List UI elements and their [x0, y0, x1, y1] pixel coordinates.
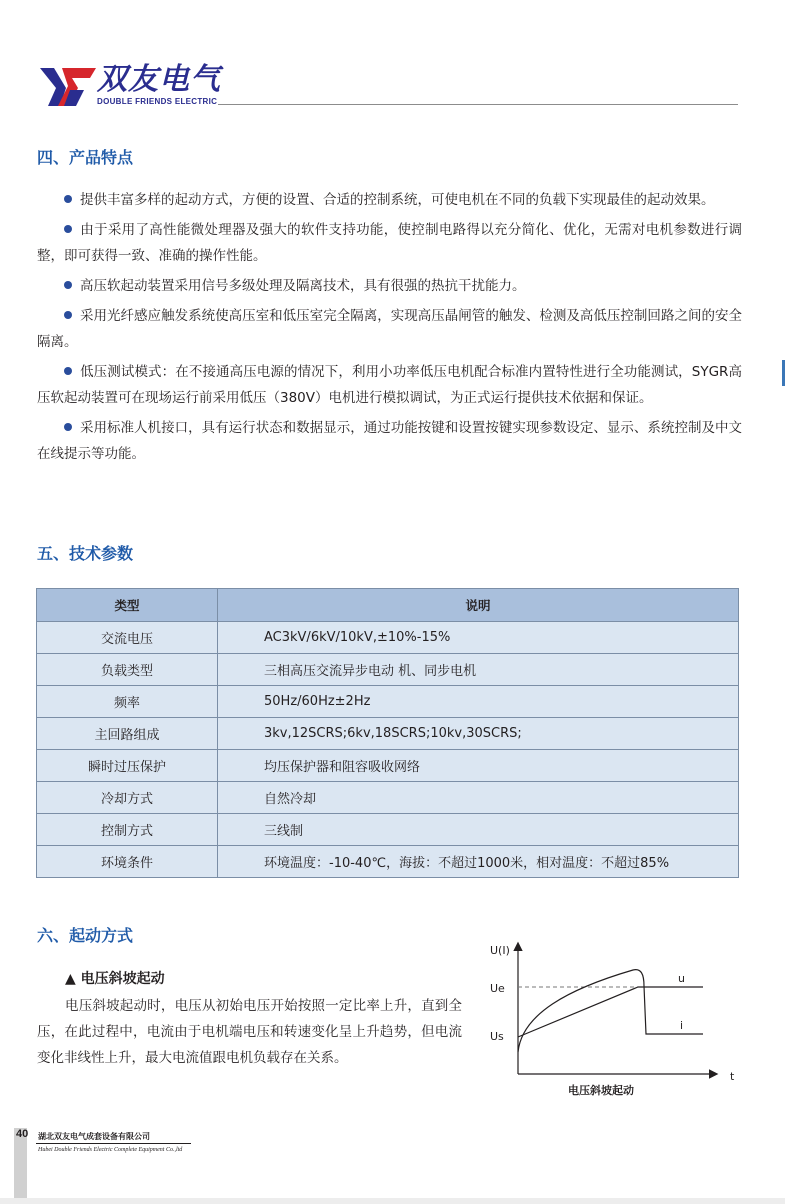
footer-company-cn: 湖北双友电气成套设备有限公司 — [38, 1132, 150, 1141]
feature-text: 由于采用了高性能微处理器及强大的软件支持功能，使控制电路得以充分简化、优化，无需对电机参数进行调整，即可获得一致、准确的操作性能。 — [37, 222, 742, 264]
table-row — [37, 846, 739, 878]
spec-description-cell: AC3kV/6kV/10kV,±10%-15% — [218, 622, 739, 654]
footer-company-en: Hubei Double Friends Electric Complete Equipment Co.,ltd — [38, 1147, 183, 1153]
logo-chinese-name: 双友电气 — [97, 62, 221, 97]
feature-item — [37, 359, 742, 411]
feature-item — [37, 187, 742, 213]
bottom-strip — [0, 1198, 785, 1204]
table-row — [37, 814, 739, 846]
spec-type-cell: 环境条件 — [37, 846, 218, 878]
bullet-icon — [64, 281, 72, 289]
u-curve-label: u — [678, 972, 685, 985]
column-header-description: 说明 — [218, 589, 739, 622]
feature-text: 采用光纤感应触发系统使高压室和低压室完全隔离，实现高压晶闸管的触发、检测及高低压控制回路之间的安全隔离。 — [37, 308, 742, 350]
voltage-ramp-diagram — [478, 934, 748, 1104]
bullet-icon — [64, 311, 72, 319]
spec-type-cell: 交流电压 — [37, 622, 218, 654]
spec-description-cell: 50Hz/60Hz±2Hz — [218, 686, 739, 718]
table-row — [37, 750, 739, 782]
feature-item — [37, 217, 742, 269]
us-label: Us — [490, 1030, 504, 1043]
bullet-icon — [64, 195, 72, 203]
spec-type-cell: 负载类型 — [37, 654, 218, 686]
spec-type-cell: 频率 — [37, 686, 218, 718]
footer-divider — [36, 1143, 191, 1144]
feature-text: 提供丰富多样的起动方式，方便的设置、合适的控制系统，可使电机在不同的负载下实现最佳的起动效果。 — [80, 192, 715, 208]
table-row — [37, 622, 739, 654]
current-curve — [518, 970, 703, 1052]
bullet-icon — [64, 423, 72, 431]
feature-text: 高压软起动装置采用信号多级处理及隔离技术，具有很强的热抗干扰能力。 — [80, 278, 526, 294]
spec-type-cell: 控制方式 — [37, 814, 218, 846]
feature-item — [37, 273, 742, 299]
features-heading: 四、产品特点 — [37, 148, 134, 167]
spec-description-cell: 三线制 — [218, 814, 739, 846]
spec-type-cell: 瞬时过压保护 — [37, 750, 218, 782]
table-row — [37, 782, 739, 814]
company-logo-icon — [40, 66, 96, 108]
features-list — [37, 187, 742, 471]
voltage-curve — [518, 987, 703, 1037]
feature-item — [37, 303, 742, 355]
spec-description-cell: 均压保护器和阻容吸收网络 — [218, 750, 739, 782]
y-axis-label: U(I) — [490, 944, 510, 957]
table-row — [37, 718, 739, 750]
column-header-type: 类型 — [37, 589, 218, 622]
feature-text: 低压测试模式：在不接通高压电源的情况下，利用小功率低压电机配合标准内置特性进行全功能测试，SYGR高压软起动装置可在现场运行前采用低压（380V）电机进行模拟调试，为正式运行提供技术依据和保证。 — [37, 364, 742, 406]
spec-description-cell: 3kv,12SCRS;6kv,18SCRS;10kv,30SCRS; — [218, 718, 739, 750]
x-axis-label: t — [730, 1070, 735, 1083]
feature-item — [37, 415, 742, 467]
logo-english-name: DOUBLE FRIENDS ELECTRIC — [97, 97, 218, 106]
table-header-row — [37, 589, 739, 622]
diagram-caption: 电压斜坡起动 — [568, 1084, 634, 1097]
spec-type-cell: 冷却方式 — [37, 782, 218, 814]
voltage-ramp-subtitle: ▲ 电压斜坡起动 — [65, 971, 165, 987]
spec-description-cell: 三相高压交流异步电动 机、同步电机 — [218, 654, 739, 686]
ue-label: Ue — [490, 982, 505, 995]
spec-type-cell: 主回路组成 — [37, 718, 218, 750]
i-curve-label: i — [680, 1019, 684, 1032]
start-method-heading: 六、起动方式 — [37, 926, 134, 945]
voltage-ramp-description: 电压斜坡起动时，电压从初始电压开始按照一定比率上升，直到全压，在此过程中，电流由于电机端电压和转速变化呈上升趋势，但电流变化非线性上升，最大电流值跟电机负载存在关系。 — [37, 998, 462, 1066]
bullet-icon — [64, 225, 72, 233]
header-divider — [218, 104, 738, 105]
page-number: 40 — [16, 1128, 29, 1140]
table-row — [37, 654, 739, 686]
specs-heading: 五、技术参数 — [37, 544, 134, 563]
table-row — [37, 686, 739, 718]
specs-table — [36, 588, 739, 878]
spec-description-cell: 环境温度：-10-40℃，海拔：不超过1000米，相对温度：不超过85% — [218, 846, 739, 878]
spec-description-cell: 自然冷却 — [218, 782, 739, 814]
feature-text: 采用标准人机接口，具有运行状态和数据显示，通过功能按键和设置按键实现参数设定、显示、系统控制及中文在线提示等功能。 — [37, 420, 742, 462]
bullet-icon — [64, 367, 72, 375]
